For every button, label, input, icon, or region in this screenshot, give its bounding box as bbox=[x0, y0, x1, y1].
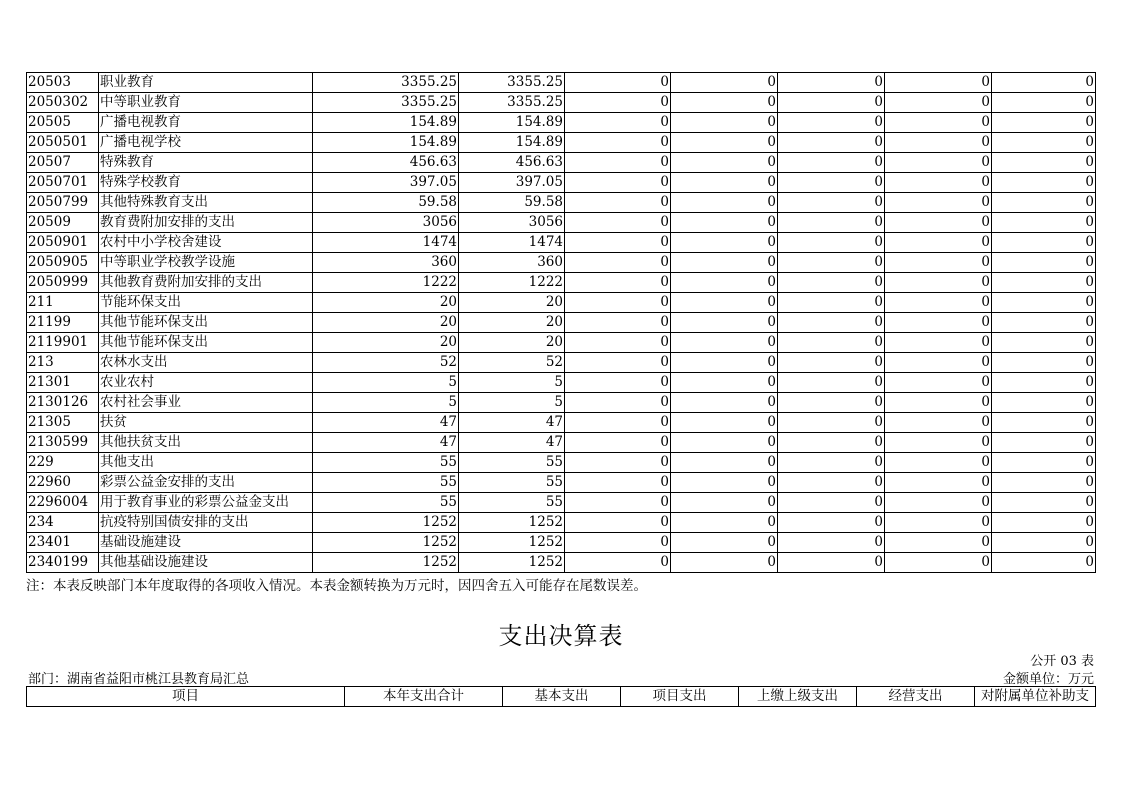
code-cell: 2050501 bbox=[27, 133, 99, 153]
name-cell: 彩票公益金安排的支出 bbox=[99, 473, 313, 493]
code-cell: 2050302 bbox=[27, 93, 99, 113]
name-cell: 基础设施建设 bbox=[99, 533, 313, 553]
value-cell: 0 bbox=[885, 133, 992, 153]
value-cell: 52 bbox=[459, 353, 565, 373]
department-label: 部门：湖南省益阳市桃江县教育局汇总 bbox=[28, 672, 250, 687]
value-cell: 0 bbox=[778, 193, 885, 213]
value-cell: 0 bbox=[565, 193, 671, 213]
value-cell: 0 bbox=[778, 333, 885, 353]
code-cell: 2130599 bbox=[27, 433, 99, 453]
form-number: 公开 03 表 bbox=[1030, 654, 1094, 669]
name-cell: 其他支出 bbox=[99, 453, 313, 473]
name-cell: 扶贫 bbox=[99, 413, 313, 433]
name-cell: 抗疫特别国债安排的支出 bbox=[99, 513, 313, 533]
value-cell: 0 bbox=[885, 373, 992, 393]
header-upper: 上缴上级支出 bbox=[739, 687, 857, 707]
value-cell: 0 bbox=[671, 113, 778, 133]
value-cell: 0 bbox=[778, 493, 885, 513]
value-cell: 3056 bbox=[313, 213, 459, 233]
code-cell: 22960 bbox=[27, 473, 99, 493]
value-cell: 0 bbox=[671, 173, 778, 193]
value-cell: 55 bbox=[459, 453, 565, 473]
value-cell: 0 bbox=[778, 93, 885, 113]
value-cell: 0 bbox=[992, 153, 1096, 173]
value-cell: 0 bbox=[565, 513, 671, 533]
value-cell: 5 bbox=[459, 393, 565, 413]
value-cell: 0 bbox=[778, 453, 885, 473]
table-row bbox=[27, 513, 1096, 533]
value-cell: 360 bbox=[313, 253, 459, 273]
value-cell: 0 bbox=[671, 253, 778, 273]
value-cell: 397.05 bbox=[313, 173, 459, 193]
value-cell: 0 bbox=[565, 233, 671, 253]
value-cell: 0 bbox=[778, 293, 885, 313]
value-cell: 154.89 bbox=[459, 133, 565, 153]
value-cell: 0 bbox=[565, 273, 671, 293]
value-cell: 0 bbox=[671, 453, 778, 473]
value-cell: 0 bbox=[671, 213, 778, 233]
value-cell: 1222 bbox=[459, 273, 565, 293]
value-cell: 1252 bbox=[313, 533, 459, 553]
value-cell: 55 bbox=[459, 493, 565, 513]
value-cell: 0 bbox=[992, 333, 1096, 353]
table-row bbox=[27, 433, 1096, 453]
name-cell: 其他教育费附加安排的支出 bbox=[99, 273, 313, 293]
name-cell: 教育费附加安排的支出 bbox=[99, 213, 313, 233]
value-cell: 0 bbox=[565, 73, 671, 93]
name-cell: 职业教育 bbox=[99, 73, 313, 93]
value-cell: 0 bbox=[565, 293, 671, 313]
code-cell: 20509 bbox=[27, 213, 99, 233]
header-project: 项目支出 bbox=[621, 687, 739, 707]
value-cell: 0 bbox=[992, 553, 1096, 573]
value-cell: 20 bbox=[313, 313, 459, 333]
header-basic: 基本支出 bbox=[503, 687, 621, 707]
value-cell: 55 bbox=[313, 453, 459, 473]
table-row bbox=[27, 453, 1096, 473]
name-cell: 特殊教育 bbox=[99, 153, 313, 173]
name-cell: 节能环保支出 bbox=[99, 293, 313, 313]
value-cell: 20 bbox=[459, 293, 565, 313]
value-cell: 0 bbox=[778, 233, 885, 253]
table-row bbox=[27, 473, 1096, 493]
value-cell: 0 bbox=[992, 213, 1096, 233]
value-cell: 0 bbox=[671, 473, 778, 493]
value-cell: 0 bbox=[565, 353, 671, 373]
code-cell: 213 bbox=[27, 353, 99, 373]
value-cell: 1252 bbox=[459, 553, 565, 573]
table-row bbox=[27, 393, 1096, 413]
value-cell: 0 bbox=[778, 253, 885, 273]
value-cell: 0 bbox=[885, 173, 992, 193]
value-cell: 0 bbox=[992, 133, 1096, 153]
code-cell: 2050799 bbox=[27, 193, 99, 213]
value-cell: 0 bbox=[885, 393, 992, 413]
value-cell: 0 bbox=[778, 373, 885, 393]
code-cell: 20507 bbox=[27, 153, 99, 173]
value-cell: 0 bbox=[885, 293, 992, 313]
value-cell: 456.63 bbox=[459, 153, 565, 173]
table-row bbox=[27, 313, 1096, 333]
value-cell: 0 bbox=[671, 413, 778, 433]
value-cell: 55 bbox=[313, 473, 459, 493]
code-cell: 21305 bbox=[27, 413, 99, 433]
value-cell: 0 bbox=[778, 353, 885, 373]
value-cell: 20 bbox=[313, 293, 459, 313]
value-cell: 0 bbox=[992, 293, 1096, 313]
value-cell: 0 bbox=[992, 73, 1096, 93]
value-cell: 0 bbox=[671, 433, 778, 453]
value-cell: 456.63 bbox=[313, 153, 459, 173]
code-cell: 234 bbox=[27, 513, 99, 533]
table-row bbox=[27, 533, 1096, 553]
value-cell: 5 bbox=[313, 393, 459, 413]
expenditure-detail-table bbox=[26, 72, 1096, 573]
code-cell: 2050701 bbox=[27, 173, 99, 193]
value-cell: 0 bbox=[885, 433, 992, 453]
value-cell: 0 bbox=[565, 173, 671, 193]
value-cell: 0 bbox=[885, 253, 992, 273]
value-cell: 0 bbox=[992, 533, 1096, 553]
value-cell: 0 bbox=[778, 473, 885, 493]
value-cell: 0 bbox=[565, 113, 671, 133]
value-cell: 0 bbox=[671, 533, 778, 553]
value-cell: 0 bbox=[778, 413, 885, 433]
value-cell: 20 bbox=[459, 333, 565, 353]
value-cell: 0 bbox=[671, 273, 778, 293]
table-row bbox=[27, 233, 1096, 253]
code-cell: 20503 bbox=[27, 73, 99, 93]
value-cell: 0 bbox=[778, 73, 885, 93]
value-cell: 0 bbox=[565, 313, 671, 333]
value-cell: 0 bbox=[992, 513, 1096, 533]
value-cell: 1252 bbox=[459, 513, 565, 533]
value-cell: 3355.25 bbox=[313, 93, 459, 113]
value-cell: 0 bbox=[778, 273, 885, 293]
value-cell: 59.58 bbox=[313, 193, 459, 213]
table-row bbox=[27, 113, 1096, 133]
value-cell: 0 bbox=[565, 473, 671, 493]
value-cell: 0 bbox=[565, 333, 671, 353]
value-cell: 0 bbox=[885, 493, 992, 513]
value-cell: 0 bbox=[885, 553, 992, 573]
value-cell: 0 bbox=[885, 233, 992, 253]
value-cell: 1474 bbox=[459, 233, 565, 253]
value-cell: 0 bbox=[885, 333, 992, 353]
name-cell: 农林水支出 bbox=[99, 353, 313, 373]
value-cell: 0 bbox=[885, 113, 992, 133]
value-cell: 0 bbox=[565, 393, 671, 413]
value-cell: 3056 bbox=[459, 213, 565, 233]
value-cell: 5 bbox=[313, 373, 459, 393]
code-cell: 2050901 bbox=[27, 233, 99, 253]
table-row bbox=[27, 193, 1096, 213]
value-cell: 47 bbox=[313, 433, 459, 453]
code-cell: 2296004 bbox=[27, 493, 99, 513]
value-cell: 1252 bbox=[459, 533, 565, 553]
value-cell: 0 bbox=[778, 173, 885, 193]
name-cell: 其他节能环保支出 bbox=[99, 313, 313, 333]
value-cell: 0 bbox=[671, 553, 778, 573]
table-row bbox=[27, 173, 1096, 193]
value-cell: 0 bbox=[885, 213, 992, 233]
value-cell: 0 bbox=[885, 413, 992, 433]
value-cell: 0 bbox=[671, 333, 778, 353]
table-row bbox=[27, 493, 1096, 513]
table-row bbox=[27, 93, 1096, 113]
code-cell: 20505 bbox=[27, 113, 99, 133]
value-cell: 0 bbox=[565, 453, 671, 473]
value-cell: 0 bbox=[992, 93, 1096, 113]
value-cell: 0 bbox=[565, 433, 671, 453]
value-cell: 0 bbox=[778, 433, 885, 453]
value-cell: 0 bbox=[992, 453, 1096, 473]
value-cell: 0 bbox=[565, 153, 671, 173]
value-cell: 47 bbox=[313, 413, 459, 433]
value-cell: 0 bbox=[885, 353, 992, 373]
value-cell: 0 bbox=[565, 93, 671, 113]
name-cell: 特殊学校教育 bbox=[99, 173, 313, 193]
table-note: 注：本表反映部门本年度取得的各项收入情况。本表金额转换为万元时，因四舍五入可能存在尾数误差。 bbox=[26, 578, 647, 594]
table-row bbox=[27, 153, 1096, 173]
code-cell: 2050999 bbox=[27, 273, 99, 293]
code-cell: 229 bbox=[27, 453, 99, 473]
value-cell: 5 bbox=[459, 373, 565, 393]
expenditure-header-table bbox=[26, 686, 1096, 707]
name-cell: 农业农村 bbox=[99, 373, 313, 393]
value-cell: 0 bbox=[885, 273, 992, 293]
value-cell: 55 bbox=[459, 473, 565, 493]
value-cell: 0 bbox=[992, 393, 1096, 413]
value-cell: 0 bbox=[671, 353, 778, 373]
value-cell: 0 bbox=[885, 153, 992, 173]
value-cell: 0 bbox=[992, 233, 1096, 253]
value-cell: 0 bbox=[671, 93, 778, 113]
value-cell: 0 bbox=[992, 173, 1096, 193]
header-total: 本年支出合计 bbox=[345, 687, 503, 707]
value-cell: 0 bbox=[778, 113, 885, 133]
value-cell: 47 bbox=[459, 413, 565, 433]
value-cell: 20 bbox=[313, 333, 459, 353]
value-cell: 0 bbox=[992, 413, 1096, 433]
table-row bbox=[27, 553, 1096, 573]
value-cell: 0 bbox=[885, 93, 992, 113]
table-row bbox=[27, 213, 1096, 233]
value-cell: 0 bbox=[885, 73, 992, 93]
value-cell: 154.89 bbox=[313, 113, 459, 133]
value-cell: 0 bbox=[885, 313, 992, 333]
value-cell: 0 bbox=[671, 493, 778, 513]
name-cell: 广播电视学校 bbox=[99, 133, 313, 153]
value-cell: 1222 bbox=[313, 273, 459, 293]
value-cell: 1252 bbox=[313, 513, 459, 533]
value-cell: 0 bbox=[778, 553, 885, 573]
name-cell: 其他特殊教育支出 bbox=[99, 193, 313, 213]
value-cell: 0 bbox=[992, 373, 1096, 393]
value-cell: 0 bbox=[778, 153, 885, 173]
name-cell: 其他节能环保支出 bbox=[99, 333, 313, 353]
value-cell: 397.05 bbox=[459, 173, 565, 193]
value-cell: 0 bbox=[778, 393, 885, 413]
table-row bbox=[27, 253, 1096, 273]
value-cell: 0 bbox=[992, 193, 1096, 213]
code-cell: 23401 bbox=[27, 533, 99, 553]
value-cell: 0 bbox=[885, 473, 992, 493]
table-row bbox=[27, 293, 1096, 313]
value-cell: 154.89 bbox=[459, 113, 565, 133]
code-cell: 21199 bbox=[27, 313, 99, 333]
code-cell: 211 bbox=[27, 293, 99, 313]
value-cell: 0 bbox=[671, 313, 778, 333]
value-cell: 0 bbox=[565, 213, 671, 233]
amount-unit-label: 金额单位：万元 bbox=[1002, 672, 1094, 687]
value-cell: 3355.25 bbox=[313, 73, 459, 93]
name-cell: 其他扶贫支出 bbox=[99, 433, 313, 453]
value-cell: 0 bbox=[671, 233, 778, 253]
code-cell: 21301 bbox=[27, 373, 99, 393]
value-cell: 0 bbox=[565, 553, 671, 573]
value-cell: 20 bbox=[459, 313, 565, 333]
value-cell: 360 bbox=[459, 253, 565, 273]
value-cell: 0 bbox=[778, 313, 885, 333]
table-body bbox=[27, 73, 1096, 573]
value-cell: 0 bbox=[885, 513, 992, 533]
value-cell: 0 bbox=[992, 433, 1096, 453]
name-cell: 用于教育事业的彩票公益金支出 bbox=[99, 493, 313, 513]
table-row bbox=[27, 413, 1096, 433]
value-cell: 0 bbox=[565, 413, 671, 433]
value-cell: 0 bbox=[778, 533, 885, 553]
code-cell: 2050905 bbox=[27, 253, 99, 273]
value-cell: 0 bbox=[565, 133, 671, 153]
table-row bbox=[27, 353, 1096, 373]
value-cell: 0 bbox=[778, 133, 885, 153]
value-cell: 0 bbox=[565, 253, 671, 273]
header-subsidy: 对附属单位补助支 bbox=[975, 687, 1096, 707]
value-cell: 1252 bbox=[313, 553, 459, 573]
value-cell: 0 bbox=[992, 353, 1096, 373]
value-cell: 0 bbox=[992, 493, 1096, 513]
header-row bbox=[27, 687, 1096, 707]
value-cell: 0 bbox=[885, 193, 992, 213]
value-cell: 0 bbox=[671, 373, 778, 393]
table-row bbox=[27, 273, 1096, 293]
value-cell: 59.58 bbox=[459, 193, 565, 213]
value-cell: 0 bbox=[992, 313, 1096, 333]
name-cell: 中等职业学校教学设施 bbox=[99, 253, 313, 273]
name-cell: 农村社会事业 bbox=[99, 393, 313, 413]
value-cell: 154.89 bbox=[313, 133, 459, 153]
table-row bbox=[27, 333, 1096, 353]
table-row bbox=[27, 133, 1096, 153]
value-cell: 0 bbox=[565, 533, 671, 553]
value-cell: 0 bbox=[778, 213, 885, 233]
page-title: 支出决算表 bbox=[498, 622, 624, 650]
header-item: 项目 bbox=[27, 687, 345, 707]
value-cell: 0 bbox=[671, 393, 778, 413]
value-cell: 0 bbox=[671, 193, 778, 213]
table-row bbox=[27, 373, 1096, 393]
value-cell: 55 bbox=[313, 493, 459, 513]
value-cell: 3355.25 bbox=[459, 93, 565, 113]
value-cell: 47 bbox=[459, 433, 565, 453]
value-cell: 0 bbox=[992, 473, 1096, 493]
value-cell: 0 bbox=[778, 513, 885, 533]
code-cell: 2130126 bbox=[27, 393, 99, 413]
value-cell: 0 bbox=[885, 453, 992, 473]
name-cell: 其他基础设施建设 bbox=[99, 553, 313, 573]
value-cell: 0 bbox=[885, 533, 992, 553]
value-cell: 0 bbox=[671, 513, 778, 533]
code-cell: 2119901 bbox=[27, 333, 99, 353]
code-cell: 2340199 bbox=[27, 553, 99, 573]
value-cell: 0 bbox=[992, 253, 1096, 273]
value-cell: 0 bbox=[992, 273, 1096, 293]
name-cell: 广播电视教育 bbox=[99, 113, 313, 133]
header-operating: 经营支出 bbox=[857, 687, 975, 707]
value-cell: 0 bbox=[671, 293, 778, 313]
value-cell: 0 bbox=[671, 153, 778, 173]
value-cell: 0 bbox=[671, 73, 778, 93]
name-cell: 农村中小学校舍建设 bbox=[99, 233, 313, 253]
value-cell: 3355.25 bbox=[459, 73, 565, 93]
value-cell: 0 bbox=[565, 373, 671, 393]
value-cell: 1474 bbox=[313, 233, 459, 253]
value-cell: 0 bbox=[565, 493, 671, 513]
name-cell: 中等职业教育 bbox=[99, 93, 313, 113]
value-cell: 0 bbox=[671, 133, 778, 153]
value-cell: 52 bbox=[313, 353, 459, 373]
table-row bbox=[27, 73, 1096, 93]
value-cell: 0 bbox=[992, 113, 1096, 133]
